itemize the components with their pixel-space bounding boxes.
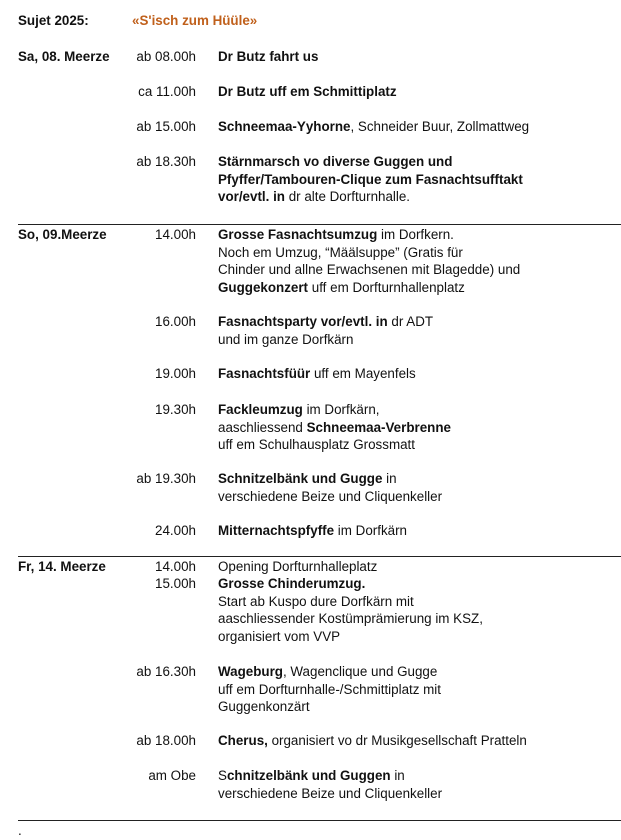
event-time: ab 18.00h — [136, 733, 196, 748]
event-time: ab 08.00h — [136, 49, 196, 64]
event-description-line — [218, 663, 618, 681]
event-time: 14.00h — [155, 559, 196, 574]
event-text: uff em Dorfturnhallenplatz — [308, 279, 465, 295]
event-time: ab 19.30h — [136, 471, 196, 486]
section-divider — [18, 556, 621, 557]
event-text: organisiert vo dr Musikgesellschaft Pratteln — [267, 733, 527, 748]
event-text: S — [218, 768, 227, 783]
event-description — [218, 767, 618, 802]
event-text-bold: chnitzelbänk und Guggen — [226, 768, 391, 783]
event-description-line — [218, 470, 618, 488]
event-text: organisiert vom VVP — [218, 628, 341, 644]
event-text: aaschliessend — [218, 419, 307, 435]
event-text: in — [390, 768, 405, 783]
event-text-bold: Schneemaa-Verbrenne — [306, 419, 451, 435]
event-time: ab 16.30h — [136, 664, 196, 679]
event-description — [218, 48, 618, 66]
event-time: ab 18.30h — [136, 154, 196, 169]
event-text: Opening Dorfturnhalleplatz — [218, 559, 378, 574]
event-description — [218, 470, 618, 505]
event-description-line — [218, 732, 618, 750]
event-text-bold: Pfyffer/Tambouren-Clique zum Fasnachtsufftakt — [218, 171, 523, 187]
event-text: verschiedene Beize und Cliquenkeller — [218, 785, 443, 801]
event-description-line — [218, 244, 618, 262]
event-time: 19.30h — [155, 402, 196, 417]
event-description-line — [218, 522, 618, 540]
event-description — [218, 663, 618, 716]
day-label-friday: Fr, 14. Meerze — [18, 559, 106, 574]
event-description — [218, 153, 618, 206]
event-description-line — [218, 48, 618, 66]
event-description-line — [218, 401, 618, 419]
event-text: im Dorfkern. — [377, 227, 454, 242]
event-text: uff em Schulhausplatz Grossmatt — [218, 437, 415, 452]
event-description-line — [218, 226, 618, 244]
event-time: 14.00h — [155, 227, 196, 242]
event-time: ab 15.00h — [136, 119, 196, 134]
event-description-line — [218, 593, 618, 611]
event-text: und im ganze Dorfkärn — [218, 331, 354, 347]
event-description-line — [218, 313, 618, 331]
event-text: dr ADT — [387, 314, 434, 329]
event-description — [218, 522, 618, 540]
event-time: ca 11.00h — [138, 84, 196, 99]
event-text: Noch em Umzug, “Määlsuppe” (Gratis für — [218, 244, 463, 260]
event-description-line — [218, 83, 618, 101]
event-text-bold: Schnitzelbänk und Gugge — [218, 471, 383, 486]
event-description-line — [218, 785, 618, 803]
event-description-line — [218, 610, 618, 628]
event-description-line — [218, 419, 618, 437]
event-description — [218, 313, 618, 348]
event-description-line — [218, 261, 618, 279]
event-description-line — [218, 171, 618, 189]
event-description — [218, 732, 618, 750]
event-text: verschiedene Beize und Cliquenkeller — [218, 488, 443, 504]
footer-mark: . — [18, 823, 22, 838]
event-text: im Dorfkärn — [334, 523, 407, 538]
event-text-bold: Stärnmarsch vo diverse Guggen und — [218, 154, 453, 169]
event-description-line — [218, 436, 618, 454]
event-text: dr alte Dorfturnhalle. — [284, 189, 411, 204]
section-divider — [18, 820, 621, 821]
event-text-bold: Guggekonzert — [218, 279, 309, 295]
event-time: 16.00h — [155, 314, 196, 329]
event-text-bold: Fasnachtsfüür — [218, 366, 311, 381]
event-description — [218, 575, 618, 645]
event-text-bold: Grosse Chinderumzug. — [218, 576, 366, 591]
event-time: 15.00h — [155, 576, 196, 591]
event-description-line — [218, 188, 618, 206]
event-description-line — [218, 681, 618, 699]
event-text: , Schneider Buur, Zollmattweg — [350, 119, 530, 134]
event-description-line — [218, 118, 618, 136]
event-text-bold: Fackleumzug — [218, 402, 303, 417]
sujet-label: Sujet 2025: — [18, 13, 89, 28]
event-time: 24.00h — [155, 523, 196, 538]
event-text-bold: Dr Butz uff em Schmittiplatz — [218, 84, 397, 99]
event-description-line — [218, 279, 618, 297]
event-text-bold: Grosse Fasnachtsumzug — [218, 227, 378, 242]
event-time: 19.00h — [155, 366, 196, 381]
event-time: am Obe — [148, 768, 196, 783]
event-text-bold: vor/evtl. in — [218, 189, 285, 204]
event-description-line — [218, 698, 618, 716]
event-text: in — [382, 471, 397, 486]
event-description-line — [218, 331, 618, 349]
event-text: im Dorfkärn, — [302, 402, 380, 417]
event-description — [218, 226, 618, 296]
event-text-bold: Fasnachtsparty vor/evtl. in — [218, 314, 388, 329]
event-description-line — [218, 153, 618, 171]
event-description-line — [218, 365, 618, 383]
sujet-motto: «S'isch zum Hüüle» — [132, 13, 258, 28]
day-label-sunday: So, 09.Meerze — [18, 227, 107, 242]
event-text: Start ab Kuspo dure Dorfkärn mit — [218, 593, 414, 609]
event-text: Guggenkonzärt — [218, 699, 310, 714]
event-text: uff em Dorfturnhalle-/Schmittiplatz mit — [218, 681, 442, 697]
event-text-bold: Mitternachtspfyffe — [218, 523, 335, 538]
day-label-saturday: Sa, 08. Meerze — [18, 49, 110, 64]
event-description — [218, 83, 618, 101]
event-text-bold: Dr Butz fahrt us — [218, 49, 319, 64]
event-text-bold: Schneemaa-Yyhorne — [218, 119, 351, 134]
event-text-bold: Cherus, — [218, 733, 268, 748]
event-description-line — [218, 575, 618, 593]
event-description — [218, 365, 618, 383]
event-text: Chinder und allne Erwachsenen mit Blagedde) und — [218, 262, 521, 277]
section-divider — [18, 224, 621, 225]
event-text-bold: Wageburg — [218, 664, 283, 679]
event-description-line — [218, 767, 618, 785]
event-description-line — [218, 558, 618, 576]
event-text: aaschliessender Kostümprämierung im KSZ, — [218, 611, 483, 626]
event-description — [218, 118, 618, 136]
event-description — [218, 558, 618, 576]
event-description-line — [218, 628, 618, 646]
event-text: uff em Mayenfels — [310, 366, 416, 381]
event-text: , Wagenclique und Gugge — [282, 664, 438, 679]
event-description-line — [218, 488, 618, 506]
event-description — [218, 401, 618, 454]
